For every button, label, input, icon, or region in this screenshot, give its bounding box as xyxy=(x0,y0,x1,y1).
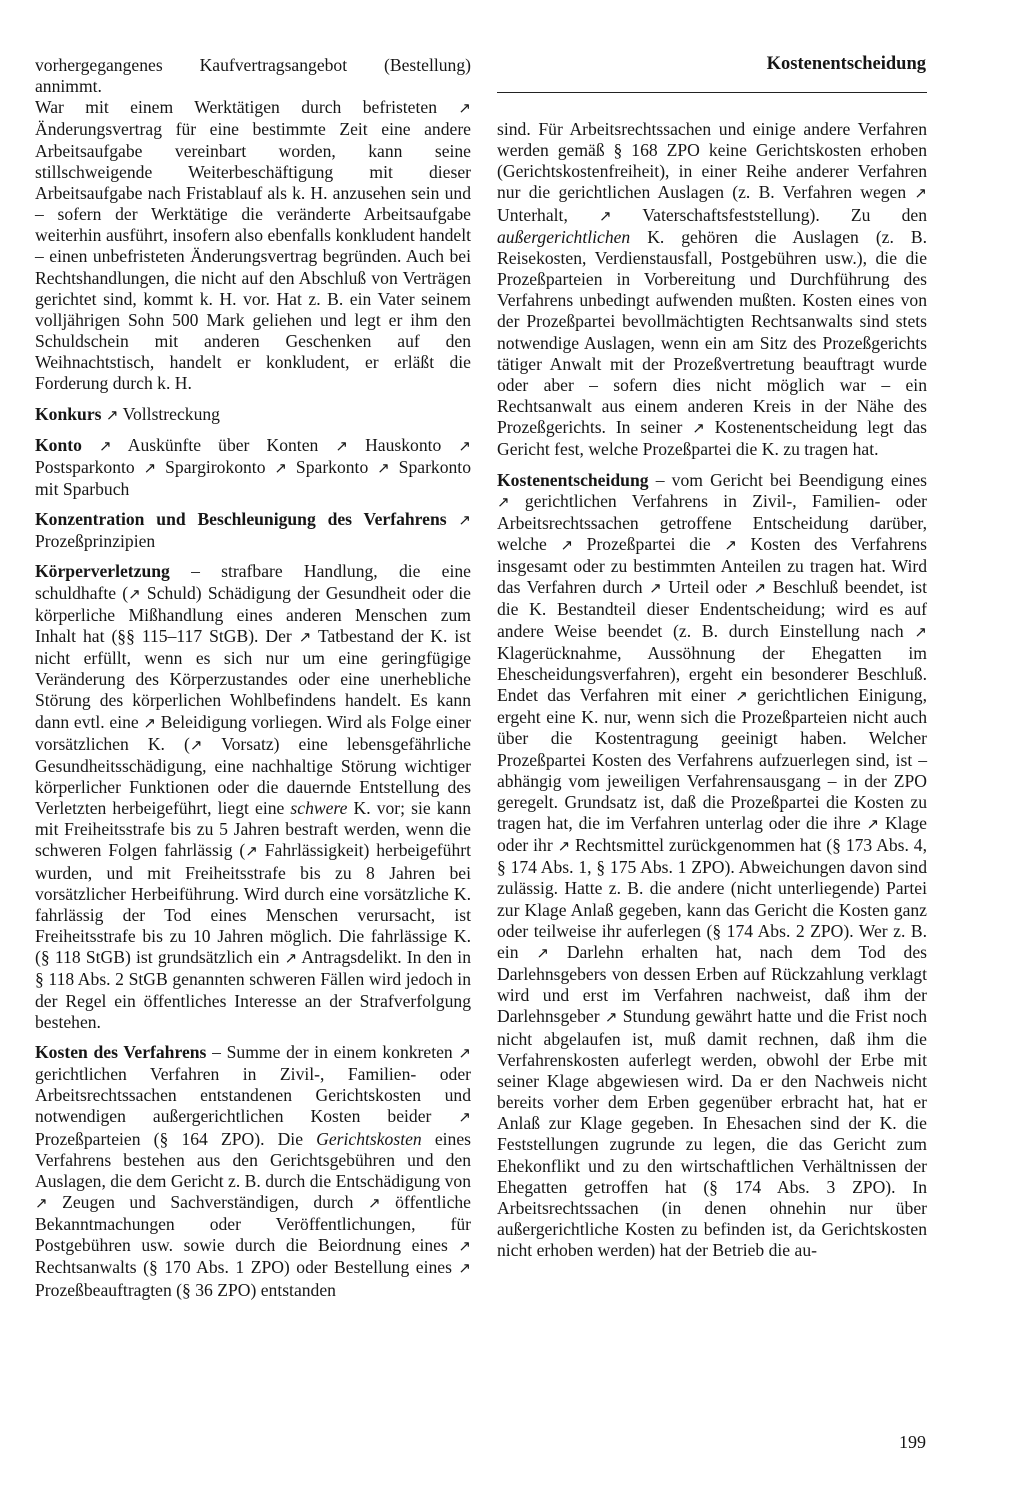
cross-reference-arrow-icon: ↗ xyxy=(458,1043,471,1062)
entry-lemma: Kostenentscheidung xyxy=(497,469,649,490)
entry-continuation xyxy=(35,97,471,394)
entry-text: Beleidigung vorliegen. Wird als Folge einer vorsätzlichen K. ( xyxy=(35,711,472,754)
cross-reference-arrow-icon: ↗ xyxy=(458,99,471,118)
entry-text: Klagerücknahme, Aussöhnung der Ehegatten im Ehescheidungsverfahren), ergeht ein besonderer Beschluß. Endet das Verfahren mit einer xyxy=(497,642,927,706)
entry-text: Schuld) Schädigung der Gesundheit oder die körperliche Mißhandlung eines anderen Menschen zum Inhalt hat (§§ 115–117 StGB). Der xyxy=(35,582,471,646)
right-column xyxy=(497,119,927,1261)
entry-text: Hauskonto xyxy=(347,434,459,455)
cross-reference-arrow-icon: ↗ xyxy=(724,535,737,554)
running-head: Kostenentscheidung xyxy=(766,54,926,74)
entry-continuation xyxy=(497,119,927,461)
cross-reference-arrow-icon: ↗ xyxy=(914,184,927,203)
entry-text: Auskünfte über Konten xyxy=(111,434,336,455)
italic-term: Gerichtskosten xyxy=(316,1128,422,1149)
cross-reference-arrow-icon: ↗ xyxy=(866,815,880,833)
entry-text: Prozeßpartei die xyxy=(573,533,725,554)
entry-text: Kosten des Verfahrens insgesamt oder zu bestimmten Anteilen zu tragen hat. Wird das Verfahren durch xyxy=(497,533,927,598)
entry-text: – vom Gericht bei Beendigung eines xyxy=(648,469,927,490)
entry-text: vorhergegangenes Kaufvertragsangebot (Bestellung) annimmt. xyxy=(35,55,471,97)
cross-reference-arrow-icon: ↗ xyxy=(914,622,927,641)
cross-reference-arrow-icon: ↗ xyxy=(245,842,258,861)
entry-continuation xyxy=(35,55,471,97)
entry-text: Kostenentscheidung legt das Gericht fest, welche Prozeßpartei die K. zu tragen hat. xyxy=(497,417,927,460)
cross-reference-arrow-icon: ↗ xyxy=(692,419,705,438)
entry-text xyxy=(447,509,459,529)
entry-text: Sparkonto mit Sparbuch xyxy=(35,456,471,499)
entry-text: Vorsatz) eine lebensgefährliche Gesundheitsschädigung, eine nachhaltige Störung wichtiger körperlicher Funktionen oder die dauernde Entstellung des Verletzten herbeigeführt, liegt eine xyxy=(35,733,471,819)
entry-text: Prozeßbeauftragten (§ 36 ZPO) entstanden xyxy=(35,1279,336,1300)
entry-text: K. vor; sie kann mit Freiheitsstrafe bis zu 5 Jahren bestraft werden, wenn die schweren Folgen fahrlässig ( xyxy=(35,798,471,861)
entry-text: gerichtlichen Verfahren in Zivil-, Familien- oder Arbeitsrechtssachen entstandenen Gerichtskosten und notwendigen außergerichtlichen Kosten beider xyxy=(35,1064,471,1127)
cross-reference-arrow-icon: ↗ xyxy=(458,436,471,455)
cross-reference-arrow-icon: ↗ xyxy=(458,1259,471,1278)
cross-reference-arrow-icon: ↗ xyxy=(599,206,612,225)
cross-reference-arrow-icon: ↗ xyxy=(377,458,390,477)
dictionary-entry xyxy=(35,404,471,426)
entry-text xyxy=(82,435,99,455)
entry-lemma: Konzentration und Beschleunigung des Verfahrens xyxy=(35,509,447,530)
cross-reference-arrow-icon: ↗ xyxy=(458,1108,471,1127)
dictionary-entry xyxy=(497,470,927,1262)
cross-reference-arrow-icon: ↗ xyxy=(604,1008,618,1027)
entry-text: Änderungsvertrag für eine bestimmte Zeit eine andere Arbeitsaufgabe vereinbart worden, kann seine stillschweigende Weiterbeschäftigung mit dieser Arbeitsaufgabe nach Fristablauf als k. H. anzusehen sein und – sofern der Werktätige die veränderte Arbeitsaufgabe weiterhin ausführt, insofern also ebenfalls konkludent handelt – einen unbefristeten Änderungsvertrag begründen. Auch bei Rechtshandlungen, die nicht auf den Abschluß von Verträgen gerichtet sind, kommt k. H. vor. Hat z. B. ein Vater seinem volljährigen Sohn 500 Mark geliehen und legt er ihm den Schuldschein mit anderen Geschenken auf den Weihnachtstisch, handelt er konkludent, er erläßt die Forderung durch k. H. xyxy=(35,119,471,394)
entry-text: eines Verfahrens bestehen aus den Gerichtsgebühren und den Auslagen, die dem Gericht z. B. durch die Entschädigung von xyxy=(35,1128,471,1191)
header-rule xyxy=(497,92,927,93)
dictionary-entry xyxy=(35,1042,471,1301)
entry-text: Antragsdelikt. In den in § 118 Abs. 2 StGB genannten schweren Fällen wird jedoch in der Regel ein öffentliches Interesse an der Strafverfolgung bestehen. xyxy=(35,947,471,1032)
entry-text: Postsparkonto xyxy=(35,456,144,477)
entry-text: sind. Für Arbeitsrechtssachen und einige andere Verfahren werden gemäß § 168 ZPO keine Gerichtskosten erhoben (Gerichtskostenfreiheit), in einer Reihe anderer Verfahren nur die gerichtlichen Auslagen (z. B. Verfahren wegen xyxy=(497,119,927,203)
entry-text: gerichtlichen Einigung, ergeht eine K. nur, wenn sich die Prozeßparteien nicht auch über die Kostentragung geeinigt haben. Welcher Prozeßpartei Kosten des Verfahrens aufzuerlegen sind, ist – abhängig vom jeweiligen Verfahrensausgang – in der ZPO geregelt. Grundsatz ist, daß die Prozeßpartei die Kosten zu tragen hat, die im Verfahren unterlag oder die ihre xyxy=(497,685,928,833)
entry-lemma: Körperverletzung xyxy=(35,561,170,582)
entry-text: – Summe der in einem konkreten xyxy=(206,1041,459,1062)
entry-text: K. gehören die Auslagen (z. B. Reisekosten, Verdienstausfall, Postgebühren usw.), die die Prozeßparteien in Vorbereitung und Durchführung des Verfahrens unbedingt aufwenden mußten. Kosten eines von der Prozeßpartei bevollmächtigten Rechtsanwalts sind stets notwendige Auslagen, wenn ein am Sitz des Prozeßgerichts tätiger Anwalt mit der Prozeßvertretung beauftragt wurde oder aber – sofern dies nicht möglich war – ein Rechtsanwalt aus einem anderen Kreis in der Nähe des Prozeßgerichts. In seiner xyxy=(497,226,927,438)
entry-text: Spargirokonto xyxy=(156,456,275,477)
entry-text: Urteil oder xyxy=(661,577,754,598)
entry-text: Stundung gewährt hatte und die Frist noch nicht abgelaufen ist, muß damit rechnen, daß ihm die Verfahrenskosten auferlegt werden, obwohl der Erbe mit seiner Klage abgewiesen wird. Da er den Nachweis nicht bereits vorher dem Erben gegenüber erbracht hat, hat er Anlaß zur Klage gegeben. In Ehesachen sind der K. die Feststellungen zugrunde zu legen, die das Gericht zum Ehekonflikt und zu den wirtschaftlichen Verhältnissen der Ehegatten getroffen hat (§ 174 Abs. 3 ZPO). In Arbeitsrechtssachen (in denen ohnehin nur über außergerichtliche Kosten zu befinden ist, da Gerichtskosten nicht erhoben werden) hat der Betrieb die au- xyxy=(497,1006,927,1261)
entry-text: Fahrlässigkeit) herbeigeführt wurden, und mit Freiheitsstrafe bis zu 8 Jahren bei vorsätzlicher Herbeiführung. Wird durch eine vorsätzliche K. fahrlässig der Tod eines Menschen verursacht, ist Freiheitsstrafe bis zu 10 Jahren möglich. Die fahrlässige K. (§ 118 StGB) ist grundsätzlich ein xyxy=(35,840,471,968)
entry-text: Rechtsmittel zurückgenommen hat (§ 173 Abs. 4, § 174 Abs. 1, § 175 Abs. 1 ZPO). Abweichungen davon sind zulässig. Hatte z. B. die andere (nicht unterliegende) Partei zur Klage Anlaß gegeben, kann das Gericht die Kosten ganz oder teilweise ihr auferlegen (§ 174 Abs. 2 ZPO). Wer z. B. ein xyxy=(497,835,927,962)
entry-text: Tatbestand der K. ist nicht erfüllt, wenn es sich nur um eine geringfügige Veränderung des Körperzustandes oder eine unerhebliche Störung des körperlichen Wohlbefindens handelt. Es kann dann evtl. eine xyxy=(35,625,471,732)
cross-reference-arrow-icon: ↗ xyxy=(536,943,549,962)
cross-reference-arrow-icon: ↗ xyxy=(560,535,574,554)
cross-reference-arrow-icon: ↗ xyxy=(497,492,510,511)
cross-reference-arrow-icon: ↗ xyxy=(458,511,471,530)
left-column xyxy=(35,55,471,1301)
cross-reference-arrow-icon: ↗ xyxy=(284,949,298,968)
entry-text: War mit einem Werktätigen durch befristeten xyxy=(35,97,459,118)
page-number: 199 xyxy=(899,1432,926,1452)
cross-reference-arrow-icon: ↗ xyxy=(557,837,571,856)
entry-text: Sparkonto xyxy=(287,456,378,477)
cross-reference-arrow-icon: ↗ xyxy=(105,405,119,424)
entry-text: Klage oder ihr xyxy=(497,813,927,856)
cross-reference-arrow-icon: ↗ xyxy=(274,458,287,477)
entry-text: Vollstreckung xyxy=(118,403,220,424)
cross-reference-arrow-icon: ↗ xyxy=(128,584,141,603)
entry-text: Rechtsanwalts (§ 170 Abs. 1 ZPO) oder Bestellung eines xyxy=(35,1257,459,1278)
cross-reference-arrow-icon: ↗ xyxy=(753,579,767,598)
cross-reference-arrow-icon: ↗ xyxy=(143,713,156,732)
dictionary-entry xyxy=(35,561,471,1032)
entry-text: – strafbare Handlung, die eine schuldhafte ( xyxy=(35,561,471,603)
entry-lemma: Konkurs xyxy=(35,403,102,424)
italic-term: schwere xyxy=(290,798,348,819)
cross-reference-arrow-icon: ↗ xyxy=(99,436,112,455)
cross-reference-arrow-icon: ↗ xyxy=(458,1237,471,1256)
entry-text: Prozeßparteien (§ 164 ZPO). Die xyxy=(35,1128,317,1149)
entry-text: Beschluß beendet, ist die K. Bestandteil dieser Endentscheidung; wird es auf andere Weise beendet (z. B. durch Einstellung nach xyxy=(497,577,927,641)
entry-text: Darlehn erhalten hat, nach dem Tod des Darlehnsgebers von dessen Erben auf Rückzahlung verklagt wird und erst im Verfahren nachweist, daß ihm der Darlehnsgeber xyxy=(497,941,927,1027)
dictionary-entry xyxy=(35,509,471,552)
entry-text: Unterhalt, xyxy=(497,204,599,225)
cross-reference-arrow-icon: ↗ xyxy=(298,627,312,646)
entry-lemma: Konto xyxy=(35,434,82,455)
entry-text: gerichtlichen Verfahrens in Zivil-, Familien- oder Arbeitsrechtssachen getroffene Entscheidung darüber, welche xyxy=(497,490,927,554)
entry-lemma: Kosten des Verfahrens xyxy=(35,1041,207,1062)
cross-reference-arrow-icon: ↗ xyxy=(649,579,662,598)
entry-text: Vaterschaftsfeststellung). Zu den xyxy=(611,204,927,225)
cross-reference-arrow-icon: ↗ xyxy=(735,687,748,706)
cross-reference-arrow-icon: ↗ xyxy=(143,458,157,477)
italic-term: außergerichtlichen xyxy=(497,226,631,247)
cross-reference-arrow-icon: ↗ xyxy=(189,735,203,754)
entry-text: Zeugen und Sachverständigen, durch xyxy=(47,1191,368,1212)
cross-reference-arrow-icon: ↗ xyxy=(335,436,348,455)
cross-reference-arrow-icon: ↗ xyxy=(367,1193,381,1212)
entry-text: Prozeßprinzipien xyxy=(35,531,156,552)
cross-reference-arrow-icon: ↗ xyxy=(35,1193,48,1212)
entry-text: öffentliche Bekanntmachungen oder Veröffentlichungen, für Postgebühren usw. sowie durch die Beiordnung eines xyxy=(35,1191,471,1256)
dictionary-entry xyxy=(35,435,471,500)
